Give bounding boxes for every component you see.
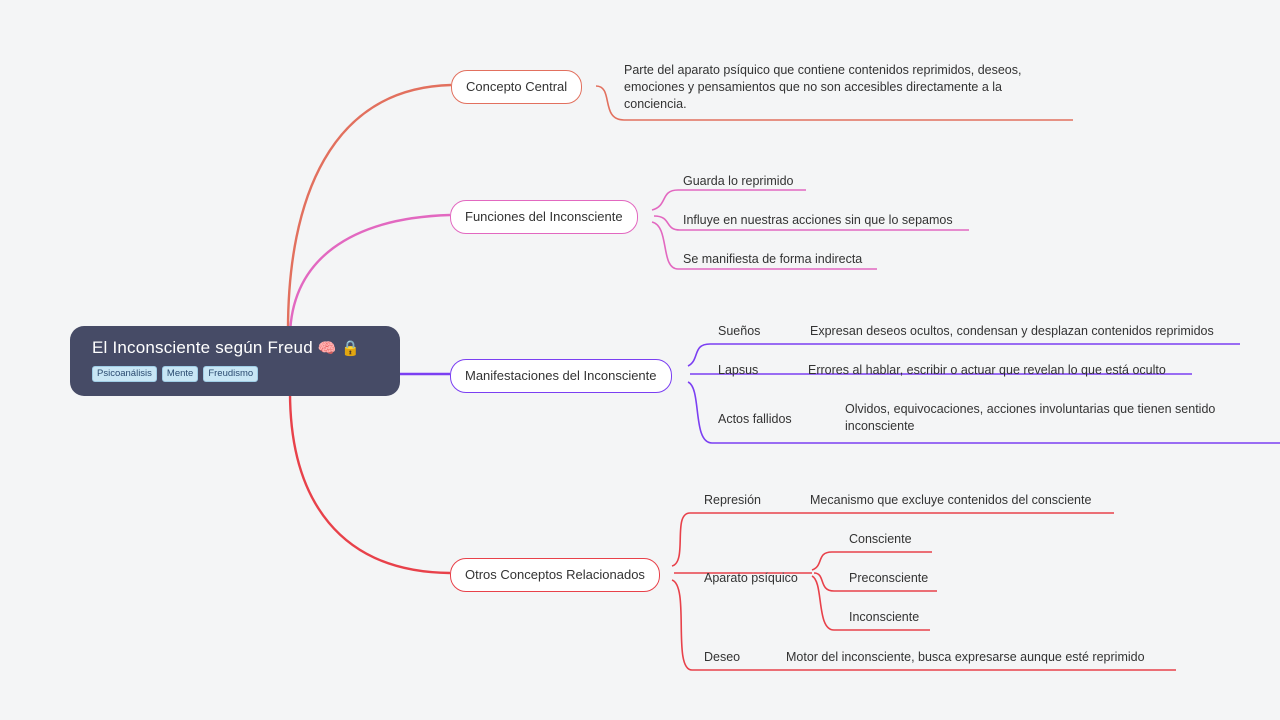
leaf-suenos-descripcion[interactable] — [810, 323, 1250, 340]
leaf-lapsus-descripcion[interactable] — [808, 362, 1228, 379]
branch-label: Funciones del Inconsciente — [465, 209, 623, 224]
leaf-inconsciente[interactable] — [849, 609, 969, 626]
leaf-se-manifiesta-de-forma-indirecta[interactable] — [683, 251, 983, 268]
leaf-label: Preconsciente — [849, 571, 929, 585]
brain-lock-emoji: 🧠 🔒 — [317, 340, 360, 357]
leaf-label: Deseo — [704, 650, 741, 664]
leaf-suenos[interactable] — [718, 323, 808, 340]
leaf-label: Sueños — [718, 324, 761, 338]
tag-freudismo[interactable]: Freudismo — [203, 366, 258, 382]
leaf-represion[interactable] — [704, 492, 804, 509]
leaf-label: Guarda lo reprimido — [683, 174, 794, 188]
leaf-actos-fallidos[interactable] — [718, 411, 838, 428]
branch-label: Concepto Central — [466, 79, 568, 94]
leaf-label: Influye en nuestras acciones sin que lo sepamos — [683, 213, 953, 227]
leaf-label: Se manifiesta de forma indirecta — [683, 252, 863, 266]
branch-label: Otros Conceptos Relacionados — [465, 567, 645, 582]
leaf-consciente[interactable] — [849, 531, 969, 548]
leaf-aparato-psiquico[interactable] — [704, 570, 814, 587]
leaf-label: Motor del inconsciente, busca expresarse aunque esté reprimido — [786, 650, 1145, 664]
leaf-label: Mecanismo que excluye contenidos del consciente — [810, 493, 1092, 507]
leaf-label: Inconsciente — [849, 610, 920, 624]
leaf-label: Expresan deseos ocultos, condensan y desplazan contenidos reprimidos — [810, 324, 1214, 338]
branch-otros-conceptos-relacionados[interactable] — [450, 558, 660, 592]
branch-manifestaciones-del-inconsciente[interactable] — [450, 359, 672, 393]
root-title — [92, 338, 384, 359]
leaf-label: Aparato psíquico — [704, 571, 798, 585]
tag-mente[interactable]: Mente — [162, 366, 198, 382]
root-tag-row — [92, 366, 384, 382]
branch-funciones-del-inconsciente[interactable] — [450, 200, 638, 234]
tag-psicoanalisis[interactable]: Psicoanálisis — [92, 366, 157, 382]
leaf-label: Represión — [704, 493, 761, 507]
leaf-represion-descripcion[interactable] — [810, 492, 1140, 509]
leaf-label: Parte del aparato psíquico que contiene contenidos reprimidos, deseos, emociones y pensamientos que no son accesibles directamente a la conciencia. — [624, 63, 1022, 111]
mindmap-root-node[interactable] — [70, 326, 400, 396]
leaf-concepto-central-descripcion[interactable] — [624, 62, 1064, 113]
leaf-deseo[interactable] — [704, 649, 784, 666]
leaf-preconsciente[interactable] — [849, 570, 969, 587]
branch-label: Manifestaciones del Inconsciente — [465, 368, 657, 383]
root-title-text: El Inconsciente según Freud — [92, 338, 313, 357]
leaf-guarda-lo-reprimido[interactable] — [683, 173, 943, 190]
leaf-deseo-descripcion[interactable] — [786, 649, 1186, 666]
leaf-label: Lapsus — [718, 363, 759, 377]
leaf-label: Errores al hablar, escribir o actuar que revelan lo que está oculto — [808, 363, 1166, 377]
leaf-label: Olvidos, equivocaciones, acciones involuntarias que tienen sentido inconsciente — [845, 402, 1216, 433]
branch-concepto-central[interactable] — [451, 70, 582, 104]
leaf-label: Consciente — [849, 532, 912, 546]
leaf-label: Actos fallidos — [718, 412, 792, 426]
leaf-influye-en-nuestras-acciones[interactable] — [683, 212, 1003, 229]
leaf-lapsus[interactable] — [718, 362, 808, 379]
leaf-actos-fallidos-descripcion[interactable] — [845, 401, 1265, 435]
